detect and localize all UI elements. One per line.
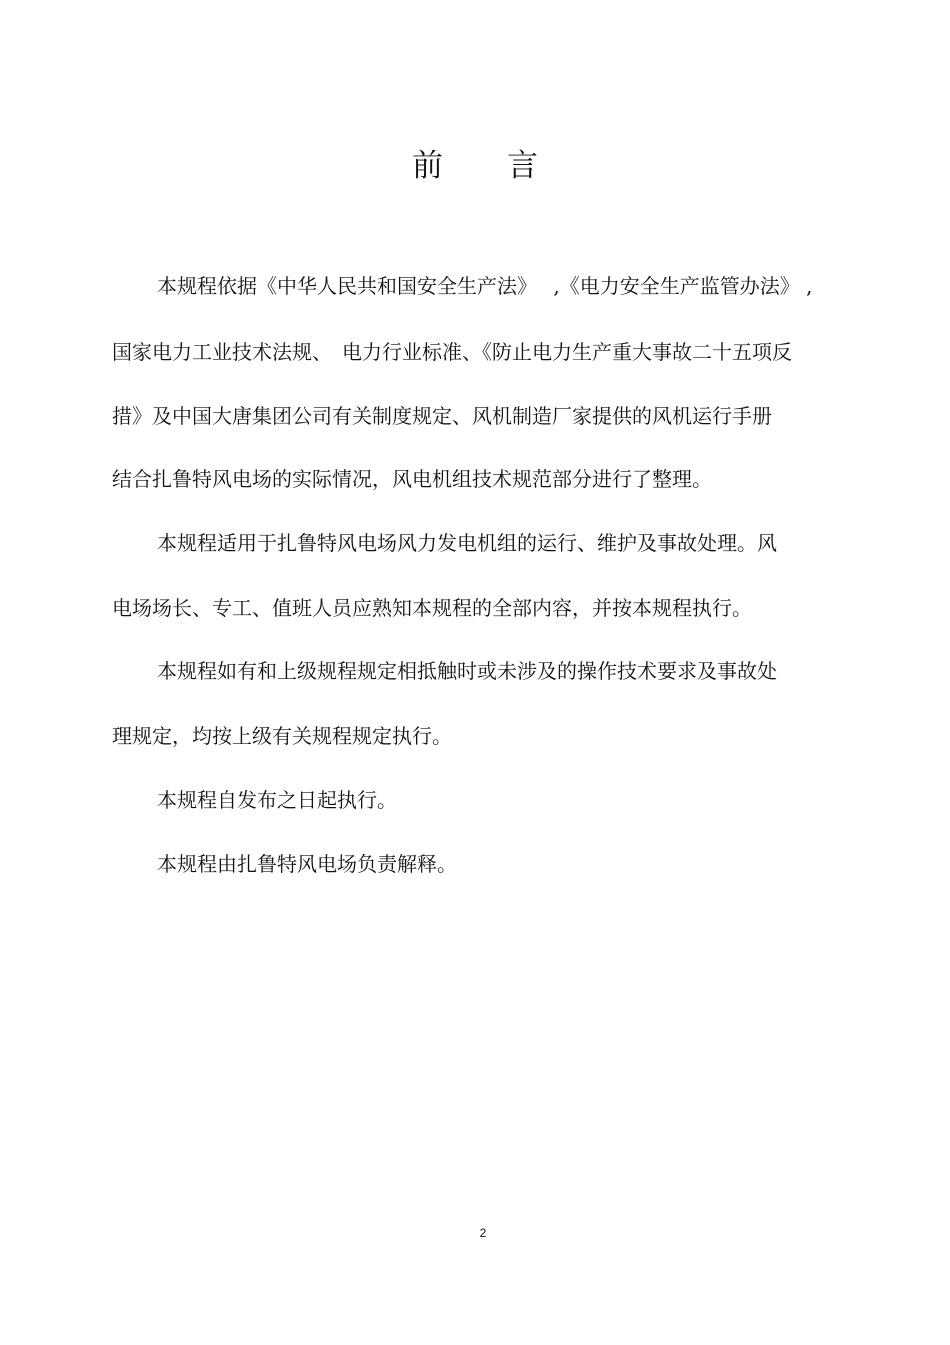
paragraph-5: 本规程由扎鲁特风电场负责解释。 — [157, 852, 457, 876]
title-char-1: 前 — [412, 148, 443, 184]
paragraph-1-line-3: 措》及中国大唐集团公司有关制度规定、风机制造厂家提供的风机运行手册 — [112, 404, 772, 428]
paragraph-2-line-2: 电场场长、专工、值班人员应熟知本规程的全部内容，并按本规程执行。 — [112, 596, 752, 620]
paragraph-2-line-1: 本规程适用于扎鲁特风电场风力发电机组的运行、维护及事故处理。风 — [157, 531, 777, 555]
paragraph-1-line-1: 本规程依据《中华人民共和国安全生产法》 ,《电力安全生产监管办法》 , — [157, 274, 813, 298]
paragraph-3-line-2: 理规定，均按上级有关规程规定执行。 — [112, 724, 452, 748]
paragraph-1-line-2: 国家电力工业技术法规、 电力行业标准、《防止电力生产重大事故二十五项反 — [112, 340, 792, 364]
title-char-2: 言 — [507, 148, 538, 184]
paragraph-4: 本规程自发布之日起执行。 — [157, 788, 397, 812]
paragraph-1-line-4: 结合扎鲁特风电场的实际情况，风电机组技术规范部分进行了整理。 — [112, 467, 712, 491]
paragraph-3-line-1: 本规程如有和上级规程规定相抵触时或未涉及的操作技术要求及事故处 — [157, 659, 777, 683]
page-title — [0, 140, 950, 185]
page-number: 2 — [479, 1226, 487, 1240]
